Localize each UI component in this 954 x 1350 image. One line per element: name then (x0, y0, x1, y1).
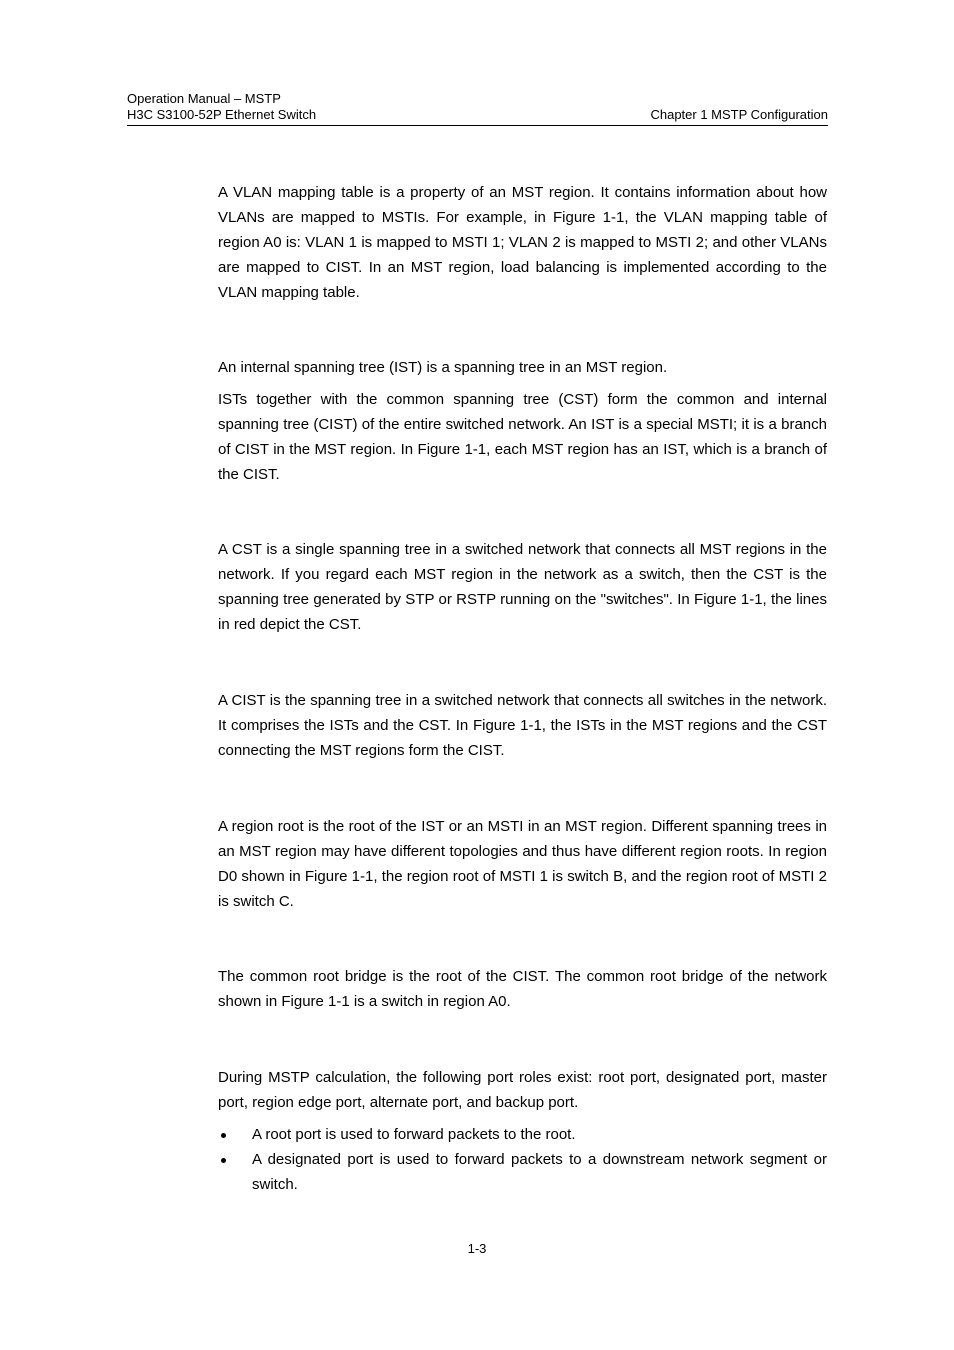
bullet-dot-icon (221, 1133, 226, 1138)
page-number: 1-3 (467, 1241, 487, 1256)
paragraph-common-root-bridge: The common root bridge is the root of the CIST. The common root bridge of the network shown in Figure 1-1 is a switch in region A0. (218, 968, 827, 1010)
paragraph-cist: A CIST is the spanning tree in a switched network that connects all switches in the network. It comprises the ISTs and the CST. In Figure 1-1, the ISTs in the MST regions and the CST connecting the MST regions form the CIST. (218, 692, 827, 759)
paragraph-ist-definition: An internal spanning tree (IST) is a spanning tree in an MST region. (218, 359, 668, 376)
header-left (127, 91, 316, 123)
port-roles-list (218, 1122, 827, 1197)
header-manual-title: Operation Manual – MSTP (127, 91, 281, 106)
list-item (218, 1147, 827, 1197)
list-item (218, 1122, 827, 1147)
bullet-dot-icon (221, 1158, 226, 1163)
paragraph-port-roles: During MSTP calculation, the following port roles exist: root port, designated port, master port, region edge port, alternate port, and backup port. (218, 1069, 827, 1111)
paragraph-region-root: A region root is the root of the IST or an MSTI in an MST region. Different spanning trees in an MST region may have different topologies and thus have different region roots. In region D0 shown in Figure 1-1, the region root of MSTI 1 is switch B, and the region root of MSTI 2 is switch C. (218, 818, 827, 910)
paragraph-vlan-mapping-table: A VLAN mapping table is a property of an MST region. It contains information about how VLANs are mapped to MSTIs. For example, in Figure 1-1, the VLAN mapping table of region A0 is: VLAN 1 is mapped to MSTI 1; VLAN 2 is mapped to MSTI 2; and other VLANs are mapped to CIST. In an MST region, load balancing is implemented according to the VLAN mapping table. (218, 184, 827, 301)
paragraph-cst: A CST is a single spanning tree in a switched network that connects all MST regions in the network. If you regard each MST region in the network as a switch, then the CST is the spanning tree generated by STP or RSTP running on the "switches". In Figure 1-1, the lines in red depict the CST. (218, 541, 827, 633)
paragraph-ist-cist: ISTs together with the common spanning tree (CST) form the common and internal spanning tree (CIST) of the entire switched network. An IST is a special MSTI; it is a branch of CIST in the MST region. In Figure 1-1, each MST region has an IST, which is a branch of the CIST. (218, 391, 827, 483)
header-product-name: H3C S3100-52P Ethernet Switch (127, 107, 317, 122)
page-header (127, 91, 828, 126)
header-chapter-title: Chapter 1 MSTP Configuration (650, 107, 828, 122)
list-item-text: A designated port is used to forward packets to a downstream network segment or switch. (252, 1151, 827, 1193)
list-item-text: A root port is used to forward packets to the root. (252, 1126, 576, 1143)
